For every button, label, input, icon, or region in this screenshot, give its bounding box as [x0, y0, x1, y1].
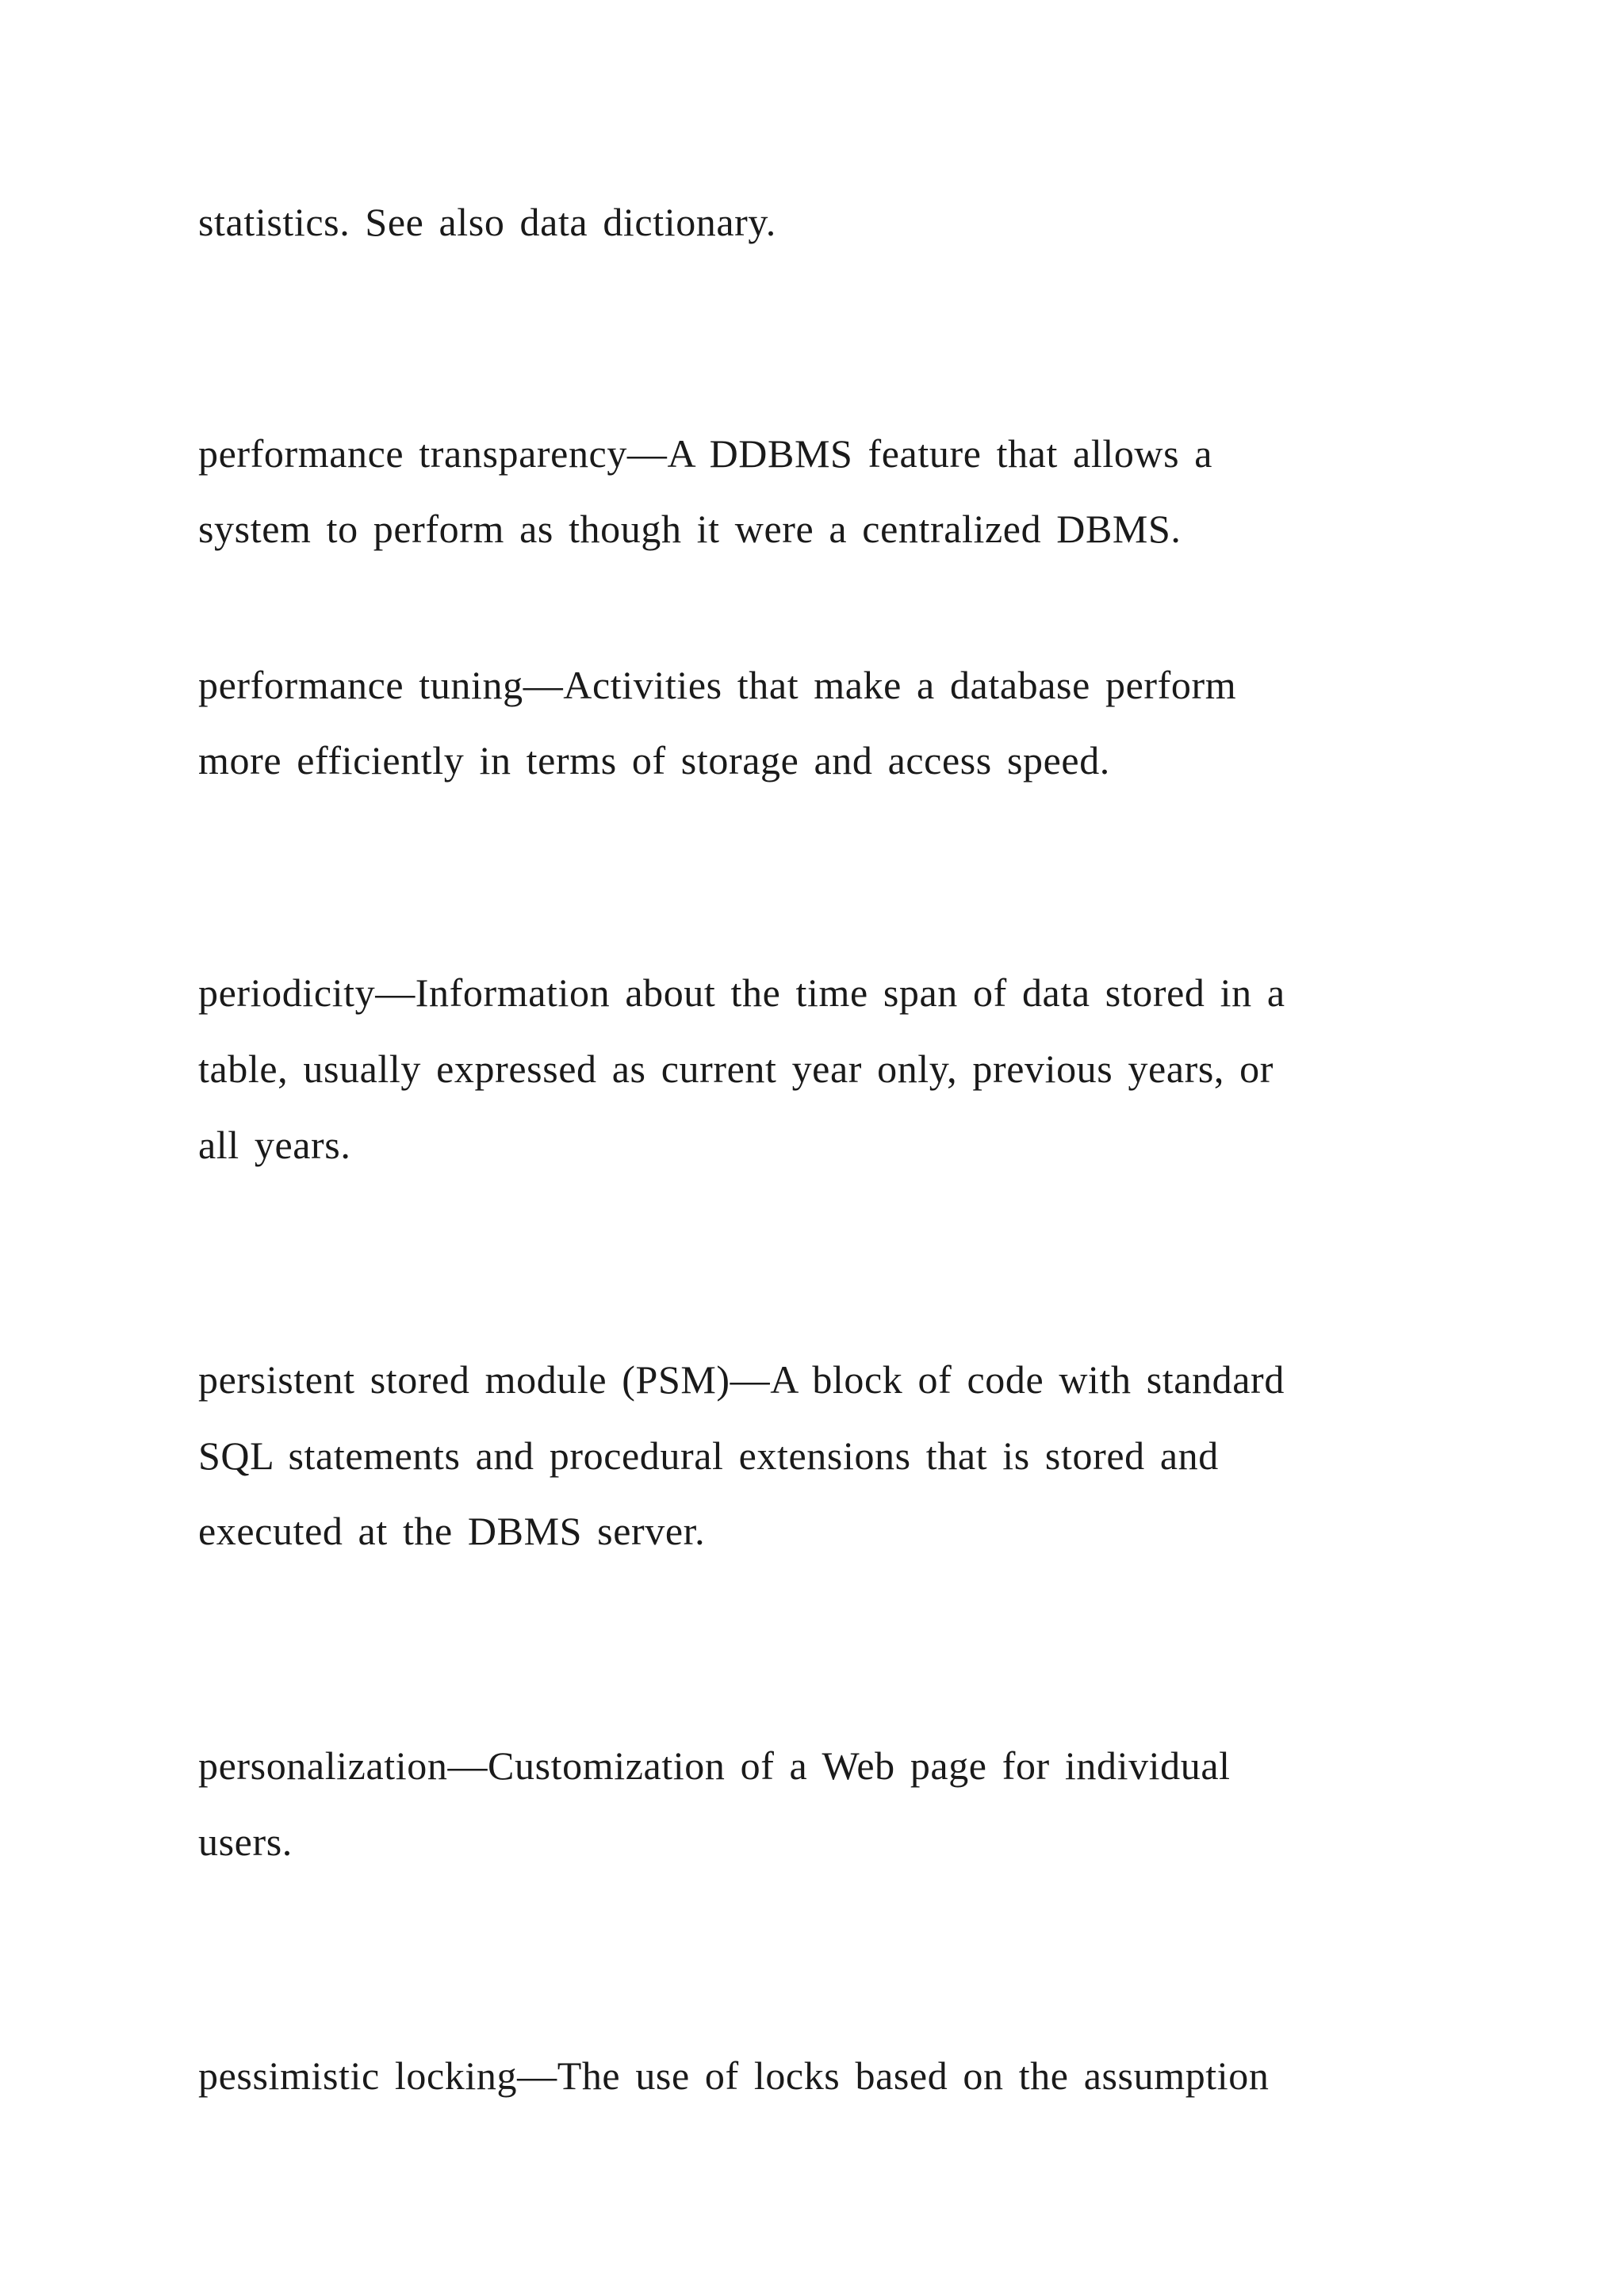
entry-line: table, usually expressed as current year only, previous years, or	[198, 1047, 1274, 1091]
entry-line: system to perform as though it were a centralized DBMS.	[198, 507, 1182, 551]
entry-line: SQL statements and procedural extensions that is stored and	[198, 1433, 1219, 1478]
entry-line: pessimistic locking—The use of locks based on the assumption	[198, 2053, 1270, 2098]
entry-line: all years.	[198, 1123, 351, 1167]
entry-line: personalization—Customization of a Web page for individual	[198, 1743, 1231, 1788]
entry-line: more efficiently in terms of storage and access speed.	[198, 738, 1110, 783]
entry-line: periodicity—Information about the time span of data stored in a	[198, 970, 1285, 1015]
continuation-text: statistics. See also data dictionary.	[198, 200, 776, 244]
entry-line: persistent stored module (PSM)—A block of code with standard	[198, 1357, 1285, 1402]
entry-line: users.	[198, 1820, 293, 1864]
entry-line: performance tuning—Activities that make a database perform	[198, 663, 1237, 707]
entry-line: performance transparency—A DDBMS feature that allows a	[198, 431, 1213, 476]
entry-line: executed at the DBMS server.	[198, 1509, 706, 1553]
